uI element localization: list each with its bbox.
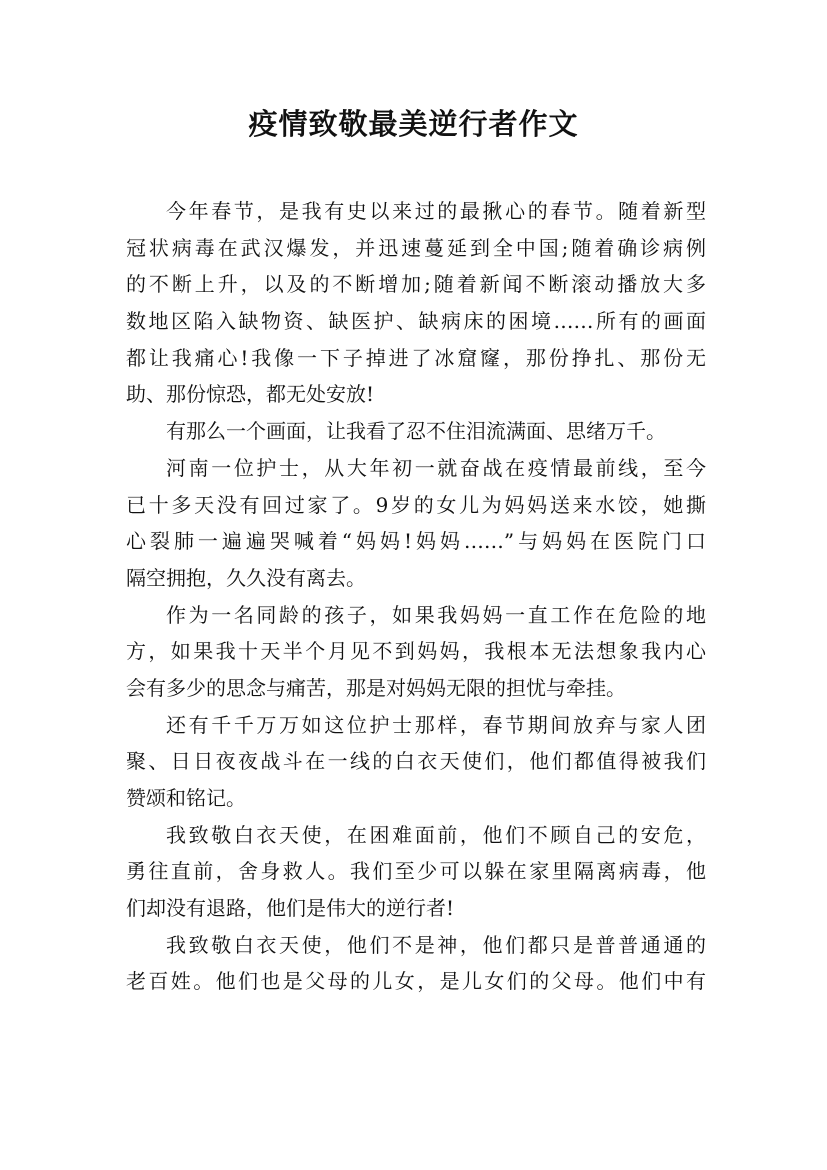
- text-line: 数地区陷入缺物资、缺医护、缺病床的困境……所有的画面: [126, 309, 706, 334]
- text-line: 的不断上升，以及的不断增加;随着新闻不断滚动播放大多: [126, 272, 706, 297]
- text-line: 聚、日日夜夜战斗在一线的白衣天使们，他们都值得被我们: [126, 749, 706, 774]
- text-line: 河南一位护士，从大年初一就奋战在疫情最前线，至今: [166, 455, 706, 480]
- document-body: [126, 193, 706, 1000]
- text-line: 会有多少的思念与痛苦，那是对妈妈无限的担忧与牵挂。: [126, 675, 626, 700]
- text-line: 勇往直前，舍身救人。我们至少可以躲在家里隔离病毒，他: [126, 859, 706, 884]
- text-line: 都让我痛心!我像一下子掉进了冰窟窿，那份挣扎、那份无: [126, 345, 706, 370]
- text-line: 我致敬白衣天使，他们不是神，他们都只是普普通通的: [166, 932, 706, 957]
- text-line: 们却没有退路，他们是伟大的逆行者!: [126, 896, 455, 921]
- text-line: 冠状病毒在武汉爆发，并迅速蔓延到全中国;随着确诊病例: [126, 235, 706, 260]
- text-line: 已十多天没有回过家了。9岁的女儿为妈妈送来水饺，她撕: [126, 492, 706, 517]
- text-line: 我致敬白衣天使，在困难面前，他们不顾自己的安危，: [166, 822, 706, 847]
- text-line: 作为一名同龄的孩子，如果我妈妈一直工作在危险的地: [166, 602, 706, 627]
- text-line: 隔空拥抱，久久没有离去。: [126, 565, 366, 590]
- document-title: 疫情致敬最美逆行者作文: [248, 107, 579, 141]
- text-line: 赞颂和铭记。: [126, 786, 246, 810]
- text-line: 有那么一个画面，让我看了忍不住泪流满面、思绪万千。: [166, 419, 666, 444]
- text-line: 今年春节，是我有史以来过的最揪心的春节。随着新型: [166, 199, 706, 223]
- text-line: 老百姓。他们也是父母的儿女，是儿女们的父母。他们中有: [126, 969, 706, 994]
- text-line: 还有千千万万如这位护士那样，春节期间放弃与家人团: [166, 712, 706, 737]
- text-line: 助、那份惊恐，都无处安放!: [126, 382, 375, 407]
- text-line: 方，如果我十天半个月见不到妈妈，我根本无法想象我内心: [126, 639, 706, 664]
- text-line: 心裂肺一遍遍哭喊着“妈妈!妈妈……”与妈妈在医院门口: [126, 529, 706, 554]
